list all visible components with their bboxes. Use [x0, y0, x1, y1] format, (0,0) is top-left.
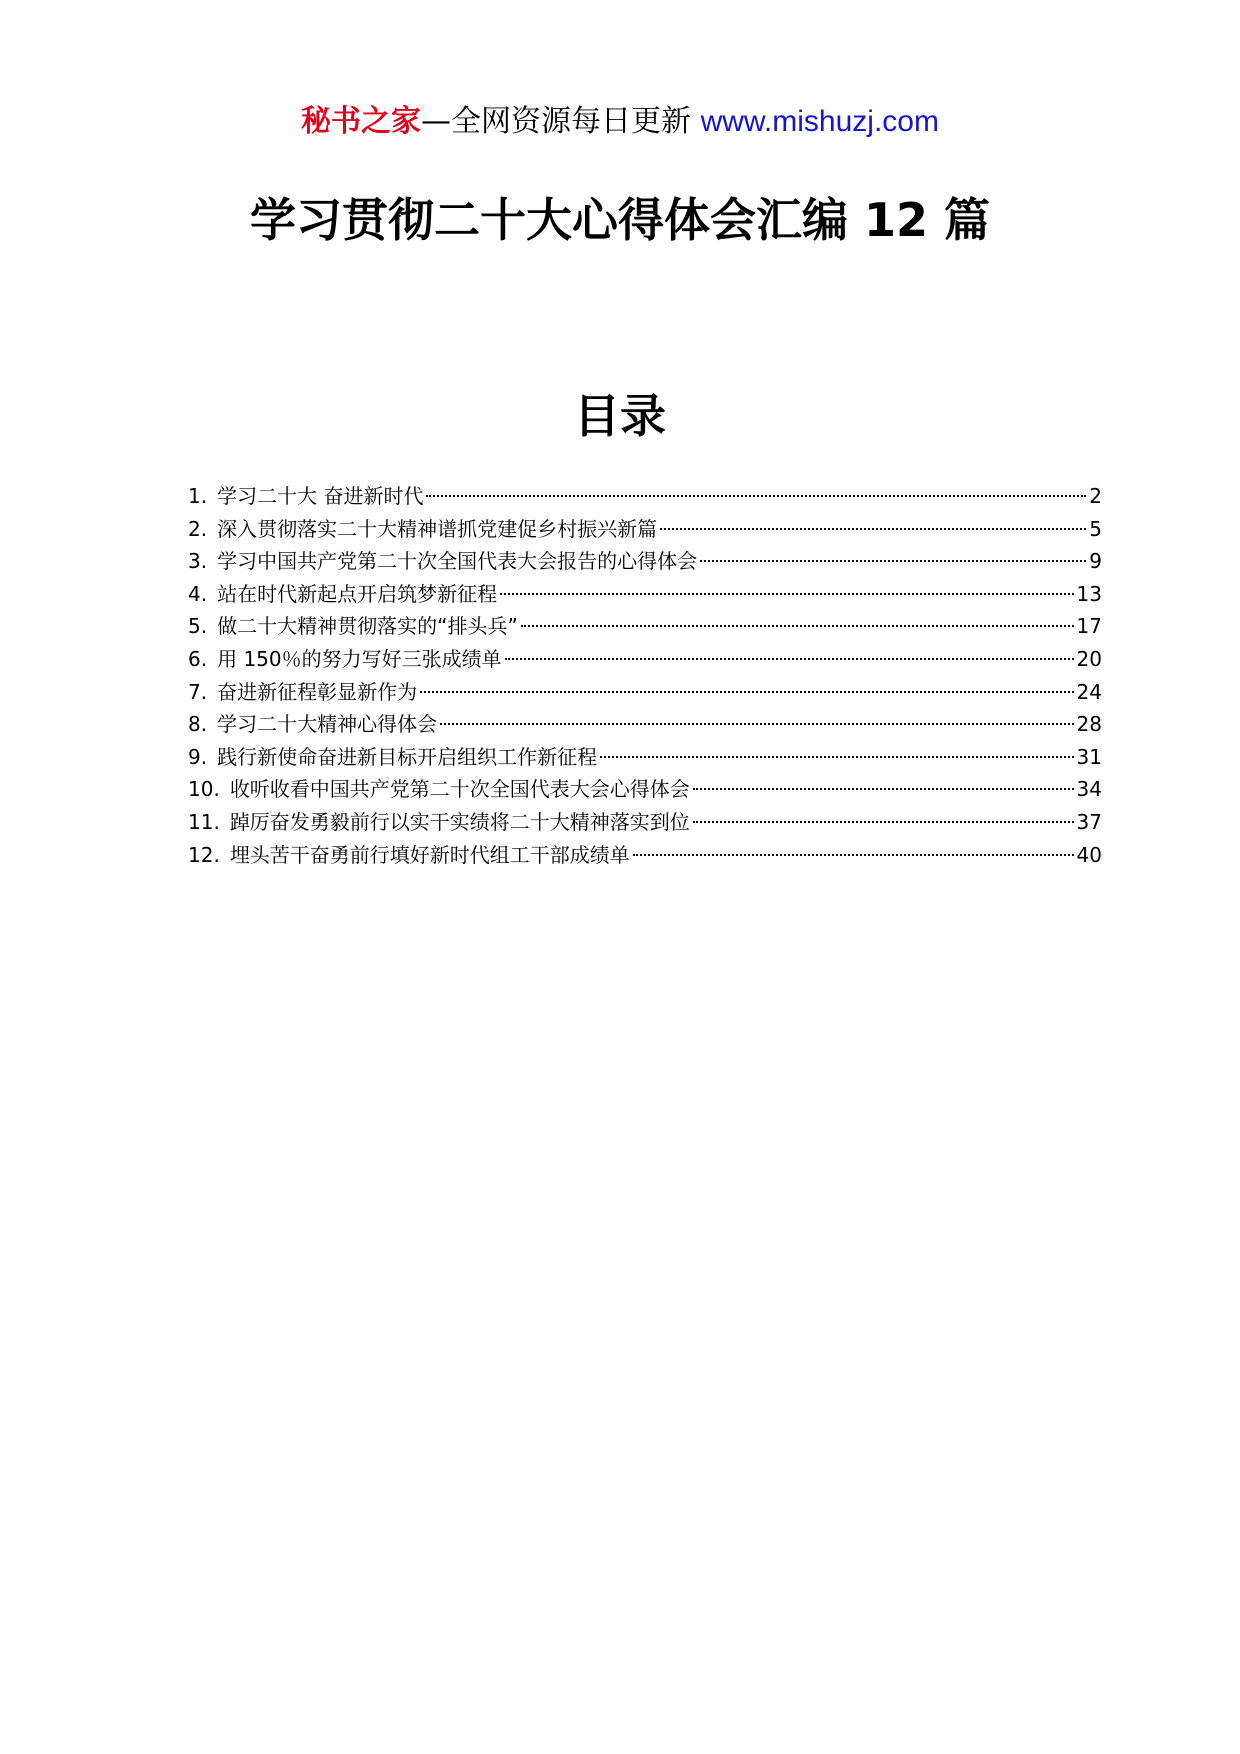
toc-entry-title: 践行新使命奋进新目标开启组织工作新征程 [217, 744, 598, 769]
toc-entry-title: 做二十大精神贯彻落实的“排头兵” [217, 614, 518, 639]
toc-entry-page: 2 [1089, 484, 1102, 508]
toc-entry-number: 5. [188, 614, 208, 639]
toc-entry-title: 学习二十大精神心得体会 [217, 712, 438, 737]
dot-leader [500, 593, 1073, 595]
toc-entry-page: 28 [1076, 712, 1102, 737]
toc-heading: 目录 [574, 389, 666, 443]
dot-leader [420, 691, 1073, 693]
toc-entry-title: 埋头苦干奋勇前行填好新时代组工干部成绩单 [229, 842, 630, 867]
toc-entry[interactable] [188, 773, 1102, 806]
toc-entry-number: 6. [188, 646, 208, 671]
dot-leader [600, 756, 1073, 758]
toc-entry-number: 8. [188, 712, 208, 737]
dot-leader [426, 495, 1086, 497]
toc-entry-number: 12. [188, 842, 220, 867]
site-url-link[interactable]: www.mishuzj.com [700, 105, 939, 138]
toc-entry[interactable] [188, 806, 1102, 839]
dot-leader [633, 854, 1074, 856]
header-tagline: —全网资源每日更新 [421, 104, 692, 139]
toc-entry-page: 31 [1076, 744, 1102, 769]
toc-entry[interactable] [188, 578, 1102, 611]
toc-entry-page: 20 [1076, 646, 1102, 671]
toc-entry-page: 13 [1076, 581, 1102, 606]
toc-entry-title: 奋进新征程彰显新作为 [217, 679, 418, 704]
toc-entry[interactable] [188, 741, 1102, 774]
toc-entry-page: 37 [1076, 809, 1102, 834]
dot-leader [440, 723, 1073, 725]
brand-name: 秘书之家 [301, 104, 422, 139]
toc-entry-page: 9 [1089, 549, 1102, 574]
toc-entry[interactable] [188, 545, 1102, 578]
toc-entry-title: 站在时代新起点开启筑梦新征程 [217, 581, 498, 606]
toc-entry-title: 学习中国共产党第二十次全国代表大会报告的心得体会 [217, 549, 698, 574]
toc-entry[interactable] [188, 643, 1102, 676]
toc-entry-number: 11. [188, 809, 220, 834]
dot-leader [693, 821, 1074, 823]
toc-entry-number: 9. [188, 744, 208, 769]
dot-leader [521, 625, 1074, 627]
toc-entry-number: 4. [188, 581, 208, 606]
dot-leader [660, 528, 1086, 530]
toc-entry-number: 2. [188, 516, 208, 541]
toc-entry[interactable] [188, 708, 1102, 741]
toc-entry-title: 收听收看中国共产党第二十次全国代表大会心得体会 [229, 777, 690, 802]
toc-entry-title: 踔厉奋发勇毅前行以实干实绩将二十大精神落实到位 [229, 809, 690, 834]
toc-entry[interactable] [188, 513, 1102, 546]
toc-entry[interactable] [188, 610, 1102, 643]
document-title: 学习贯彻二十大心得体会汇编 12 篇 [249, 193, 991, 247]
toc-entry-title: 学习二十大 奋进新时代 [217, 484, 424, 508]
toc-entry-number: 10. [188, 777, 220, 802]
toc-entry-page: 5 [1089, 516, 1102, 541]
toc-entry[interactable] [188, 480, 1102, 513]
toc-entry-number: 1. [188, 484, 208, 508]
site-header [0, 100, 1240, 144]
table-of-contents [188, 480, 1102, 871]
toc-entry[interactable] [188, 839, 1102, 872]
dot-leader [505, 658, 1074, 660]
toc-entry-number: 7. [188, 679, 208, 704]
toc-entry-page: 24 [1076, 679, 1102, 704]
toc-entry-page: 34 [1076, 777, 1102, 802]
dot-leader [700, 560, 1086, 562]
toc-entry-page: 17 [1076, 614, 1102, 639]
toc-entry-number: 3. [188, 549, 208, 574]
toc-entry-title: 深入贯彻落实二十大精神谱抓党建促乡村振兴新篇 [217, 516, 658, 541]
toc-entry-page: 40 [1076, 842, 1102, 867]
dot-leader [693, 788, 1074, 790]
toc-entry-title: 用 150％的努力写好三张成绩单 [217, 646, 502, 671]
toc-entry[interactable] [188, 676, 1102, 709]
